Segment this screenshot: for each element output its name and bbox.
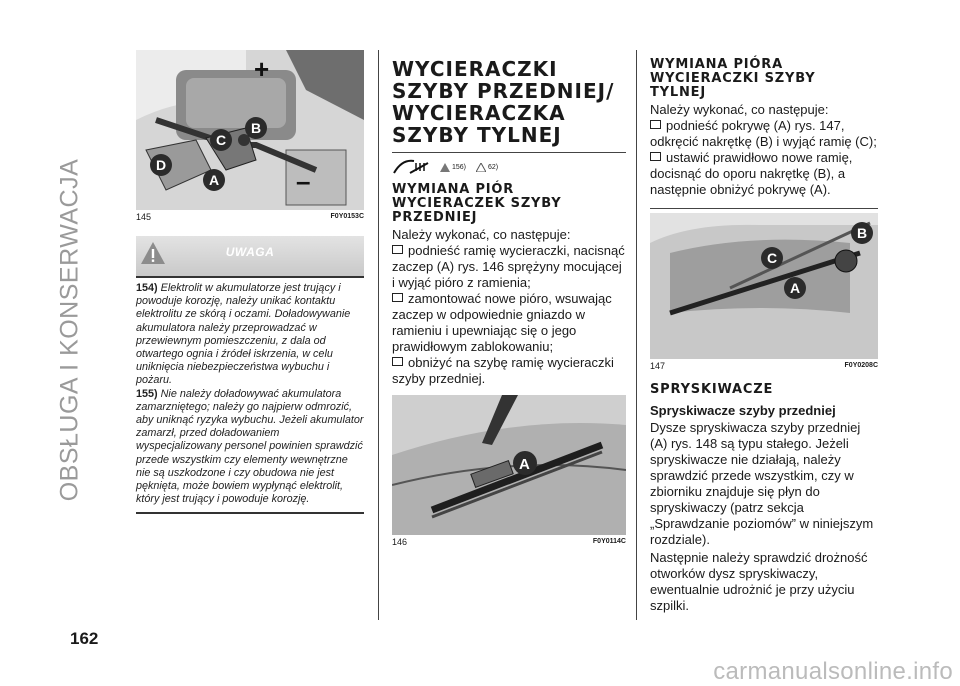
checkbox-icon (392, 357, 403, 366)
checkbox-icon (392, 293, 403, 302)
figure-146-wiper (392, 395, 626, 535)
figure-code: F0Y0153C (330, 213, 364, 220)
bullet-item: podnieść pokrywę (A) rys. 147, odkręcić nakrętkę (B) i wyjąć ramię (C); (650, 118, 877, 149)
warning-item: 154) Elektrolit w akumulatorze jest trujący i powoduje korozję, należy unikać kontaktu elektrolitu ze skórą i oczami. Doładowywanie akumulatora należy przeprowadzać w przewiewnym pomieszczeniu, z dala od otwartego ognia i źródeł iskrzenia, w celu uniknięcia niebezpieczeństwa wybuchu i pożaru. (136, 282, 351, 387)
figure-caption (650, 361, 878, 371)
reference-icons (392, 157, 626, 177)
column-rear-wiper (650, 50, 878, 614)
bullet-item: zamontować nowe pióro, wsuwając zaczep w odpowiednie gniazdo w ramieniu i upewniając się o jego prawidłowym zablokowaniu; (392, 291, 612, 354)
section-rule (650, 208, 878, 209)
warning-title: UWAGA (225, 245, 275, 259)
intro-text: Należy wykonać, co następuje: (392, 227, 571, 242)
checkbox-icon (650, 120, 661, 129)
section-title: WYMIANA PIÓRA WYCIERACZKI SZYBY TYLNEJ (650, 57, 816, 100)
figure-147-rear-wiper (650, 213, 878, 359)
svg-text:A: A (519, 456, 530, 473)
figure-code: F0Y0208C (844, 362, 878, 369)
svg-text:+: + (254, 54, 270, 84)
warning-body (136, 276, 364, 514)
svg-text:D: D (156, 157, 167, 173)
washers-paragraph: Następnie należy sprawdzić drożność otworków dysz spryskiwaczy, ewentualnie udrożnić je przy użyciu szpilki. (650, 550, 868, 613)
section-title: WYCIERACZKI SZYBY PRZEDNIEJ/ WYCIERACZKA SZYBY TYLNEJ (392, 57, 615, 147)
svg-text:B: B (857, 225, 868, 241)
bullet-item: obniżyć na szybę ramię wycieraczki szyby przedniej. (392, 355, 614, 386)
subsection-title: WYMIANA PIÓR WYCIERACZEK SZYBY PRZEDNIEJ (392, 182, 562, 225)
washers-subtitle: Spryskiwacze szyby przedniej (650, 403, 836, 418)
warning-item: 155) Nie należy doładowywać akumulatora zamarzniętego; należy go najpierw odmrozić, aby uniknąć ryzyka wybuchu. Jeżeli akumulator zamarzł, przed doładowaniem wyspecjalizowany personel powinien sprawdzić przede wszystkim czy elementy wewnętrzne nie są uszkodzone i czy obudowa nie jest pęknięta, może bowiem wypłynąć elektrolit, który jest trujący i powoduje korozję. (136, 387, 364, 506)
column-divider (636, 50, 637, 620)
svg-text:B: B (251, 120, 262, 136)
caution-triangle-icon (476, 163, 486, 172)
bullet-item: podnieść ramię wycieraczki, nacisnąć zaczep (A) rys. 146 sprężyny mocującej i wyjąć pióro z ramienia; (392, 243, 625, 290)
figure-code: F0Y0114C (592, 538, 626, 545)
warning-triangle-icon (440, 163, 450, 172)
svg-text:A: A (790, 280, 801, 296)
svg-text:C: C (767, 250, 778, 266)
svg-text:A: A (209, 172, 220, 188)
washers-title: SPRYSKIWACZE (650, 382, 774, 397)
figure-number: 145 (136, 212, 152, 222)
washers-paragraph: Dysze spryskiwacza szyby przedniej (A) rys. 148 są typu stałego. Jeżeli spryskiwacze nie działają, należy sprawdzić przede wszystkim, czy w zbiorniku znajduje się płyn do spryskiwaczy (patrz sekcja „Sprawdzanie poziomów” w niniejszym rozdziale). (650, 420, 874, 547)
figure-number: 146 (392, 537, 408, 547)
intro-text: Należy wykonać, co następuje: (650, 102, 829, 117)
svg-text:C: C (216, 132, 227, 148)
ref-caution: 62) (476, 163, 498, 172)
checkbox-icon (392, 245, 403, 254)
bullet-item: ustawić prawidłowo nowe ramię, docisnąć do oporu nakrętkę (B), a następnie obniżyć pokrywę (A). (650, 150, 853, 197)
checkbox-icon (650, 152, 661, 161)
ref-warning: 156) (440, 163, 466, 172)
figure-caption (136, 212, 364, 222)
page-number: 162 (70, 629, 99, 648)
rear-wiper-illustration (650, 213, 878, 359)
title-rule (392, 152, 626, 153)
warning-header (136, 236, 364, 276)
figure-number: 147 (650, 361, 666, 371)
battery-illustration (136, 50, 364, 210)
wiper-icon (392, 157, 430, 177)
column-battery-warning (136, 50, 364, 514)
column-wipers (392, 50, 626, 547)
figure-145-battery (136, 50, 364, 210)
watermark: carmanualsonline.info (713, 658, 953, 685)
column-divider (378, 50, 379, 620)
svg-text:–: – (296, 166, 311, 196)
side-section-title: OBSŁUGA I KONSERWACJA (55, 158, 84, 502)
wiper-blade-illustration (392, 395, 626, 535)
figure-caption (392, 537, 626, 547)
